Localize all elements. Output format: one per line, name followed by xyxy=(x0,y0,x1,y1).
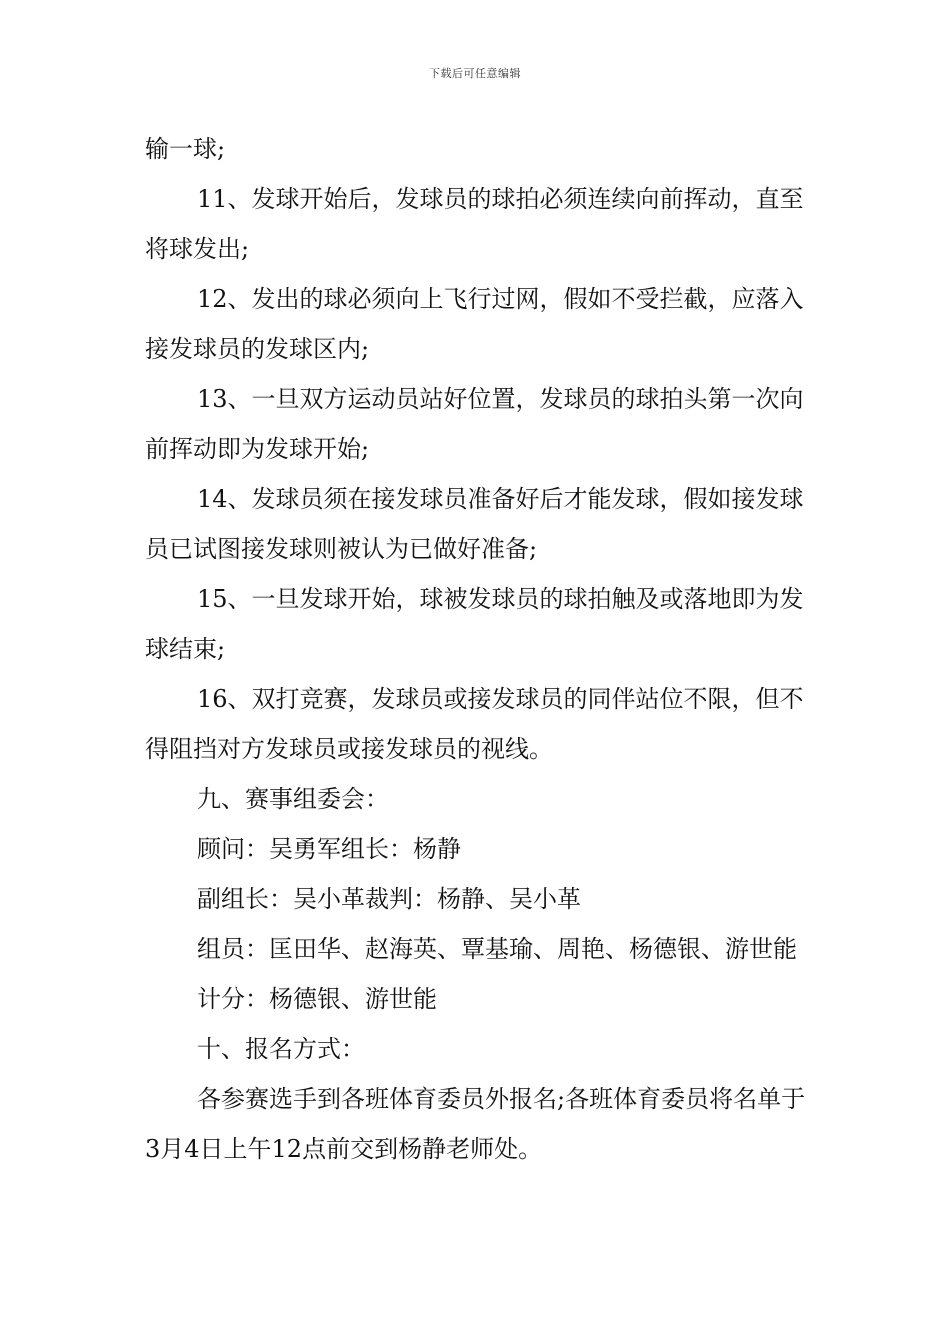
paragraph-continuation: 输一球; xyxy=(145,135,226,163)
section-heading-committee: 九、赛事组委会： xyxy=(197,785,389,813)
paragraph-rule-13: 13、一旦双方运动员站好位置，发球员的球拍头第一次向前挥动即为发球开始; xyxy=(145,385,804,463)
committee-members: 组员：匡田华、赵海英、覃基瑜、周艳、杨德银、游世能 xyxy=(197,935,797,963)
committee-deputy-referee: 副组长：吴小革裁判：杨静、吴小革 xyxy=(197,885,581,913)
committee-scorers: 计分：杨德银、游世能 xyxy=(197,985,437,1013)
paragraph-rule-11: 11、发球开始后，发球员的球拍必须连续向前挥动，直至将球发出; xyxy=(145,185,804,263)
section-heading-registration: 十、报名方式： xyxy=(197,1035,365,1063)
paragraph-rule-12: 12、发出的球必须向上飞行过网，假如不受拦截，应落入接发球员的发球区内; xyxy=(145,285,804,363)
registration-details: 各参赛选手到各班体育委员外报名;各班体育委员将名单于3月4日上午12点前交到杨静老师处。 xyxy=(145,1085,806,1163)
committee-advisor-leader: 顾问：吴勇军组长：杨静 xyxy=(197,835,461,863)
paragraph-rule-15: 15、一旦发球开始，球被发球员的球拍触及或落地即为发球结束; xyxy=(145,585,804,663)
paragraph-rule-16: 16、双打竞赛，发球员或接发球员的同伴站位不限，但不得阻挡对方发球员或接发球员的视线。 xyxy=(145,685,804,763)
paragraph-rule-14: 14、发球员须在接发球员准备好后才能发球，假如接发球员已试图接发球则被认为已做好准备; xyxy=(145,485,804,563)
document-body xyxy=(145,124,809,1174)
page-header: 下载后可任意编辑 xyxy=(429,67,521,80)
